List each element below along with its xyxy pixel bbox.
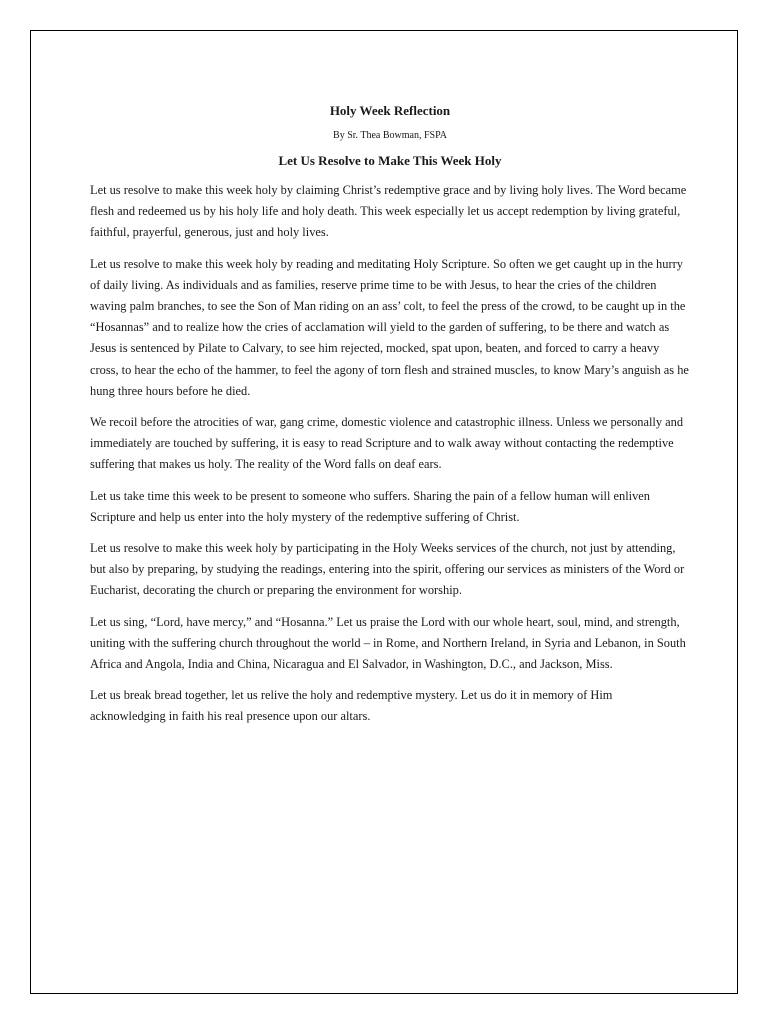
document-byline: By Sr. Thea Bowman, FSPA [333, 130, 447, 141]
document-content [90, 103, 690, 738]
paragraph-5: Let us resolve to make this week holy by participating in the Holy Weeks services of the church, not just by attending, but also by preparing, by studying the readings, entering into the spirit, offering our services as ministers of the Word or Eucharist, decorating the church or preparing the environment for worship. [90, 541, 685, 598]
paragraph-4: Let us take time this week to be present to someone who suffers. Sharing the pain of a fellow human will enliven Scripture and help us enter into the holy mystery of the redemptive suffering of Christ. [90, 488, 650, 524]
paragraph-2: Let us resolve to make this week holy by reading and meditating Holy Scripture. So often we get caught up in the hurry of daily living. As individuals and as families, reserve prime time to be with Jesus, to hear the cries of the children waving palm branches, to see the Son of Man riding on an ass’ colt, to feel the press of the crowd, to be caught up in the “Hosannas” and to realize how the cries of acclamation will yield to the garden of suffering, to be there and watch as Jesus is sentenced by Pilate to Calvary, to see him rejected, mocked, spat upon, beaten, and forced to carry a heavy cross, to hear the echo of the hammer, to feel the agony of torn flesh and strained muscles, to know Mary’s anguish as he hung three hours before he died. [90, 256, 689, 398]
paragraph-3: We recoil before the atrocities of war, gang crime, domestic violence and catastrophic illness. Unless we personally and immediately are touched by suffering, it is easy to read Scripture and to walk away without contacting the redemptive suffering that makes us holy. The reality of the Word falls on deaf ears. [90, 415, 684, 472]
paragraph-1: Let us resolve to make this week holy by claiming Christ’s redemptive grace and by living holy lives. The Word became flesh and redeemed us by his holy life and holy death. This week especially let us accept redemption by living grateful, faithful, prayerful, generous, just and holy lives. [90, 183, 687, 240]
paragraph-7: Let us break bread together, let us relive the holy and redemptive mystery. Let us do it in memory of Him acknowledging in faith his real presence upon our altars. [90, 688, 613, 724]
document-page [30, 30, 738, 994]
document-title: Holy Week Reflection [329, 103, 451, 118]
paragraph-6: Let us sing, “Lord, have mercy,” and “Hosanna.” Let us praise the Lord with our whole heart, soul, mind, and strength, uniting with the suffering church throughout the world – in Rome, and Northern Ireland, in Syria and Lebanon, in South Africa and Angola, India and China, Nicaragua and El Salvador, in Washington, D.C., and Jackson, Miss. [90, 614, 686, 672]
document-subtitle: Let Us Resolve to Make This Week Holy [278, 153, 502, 168]
